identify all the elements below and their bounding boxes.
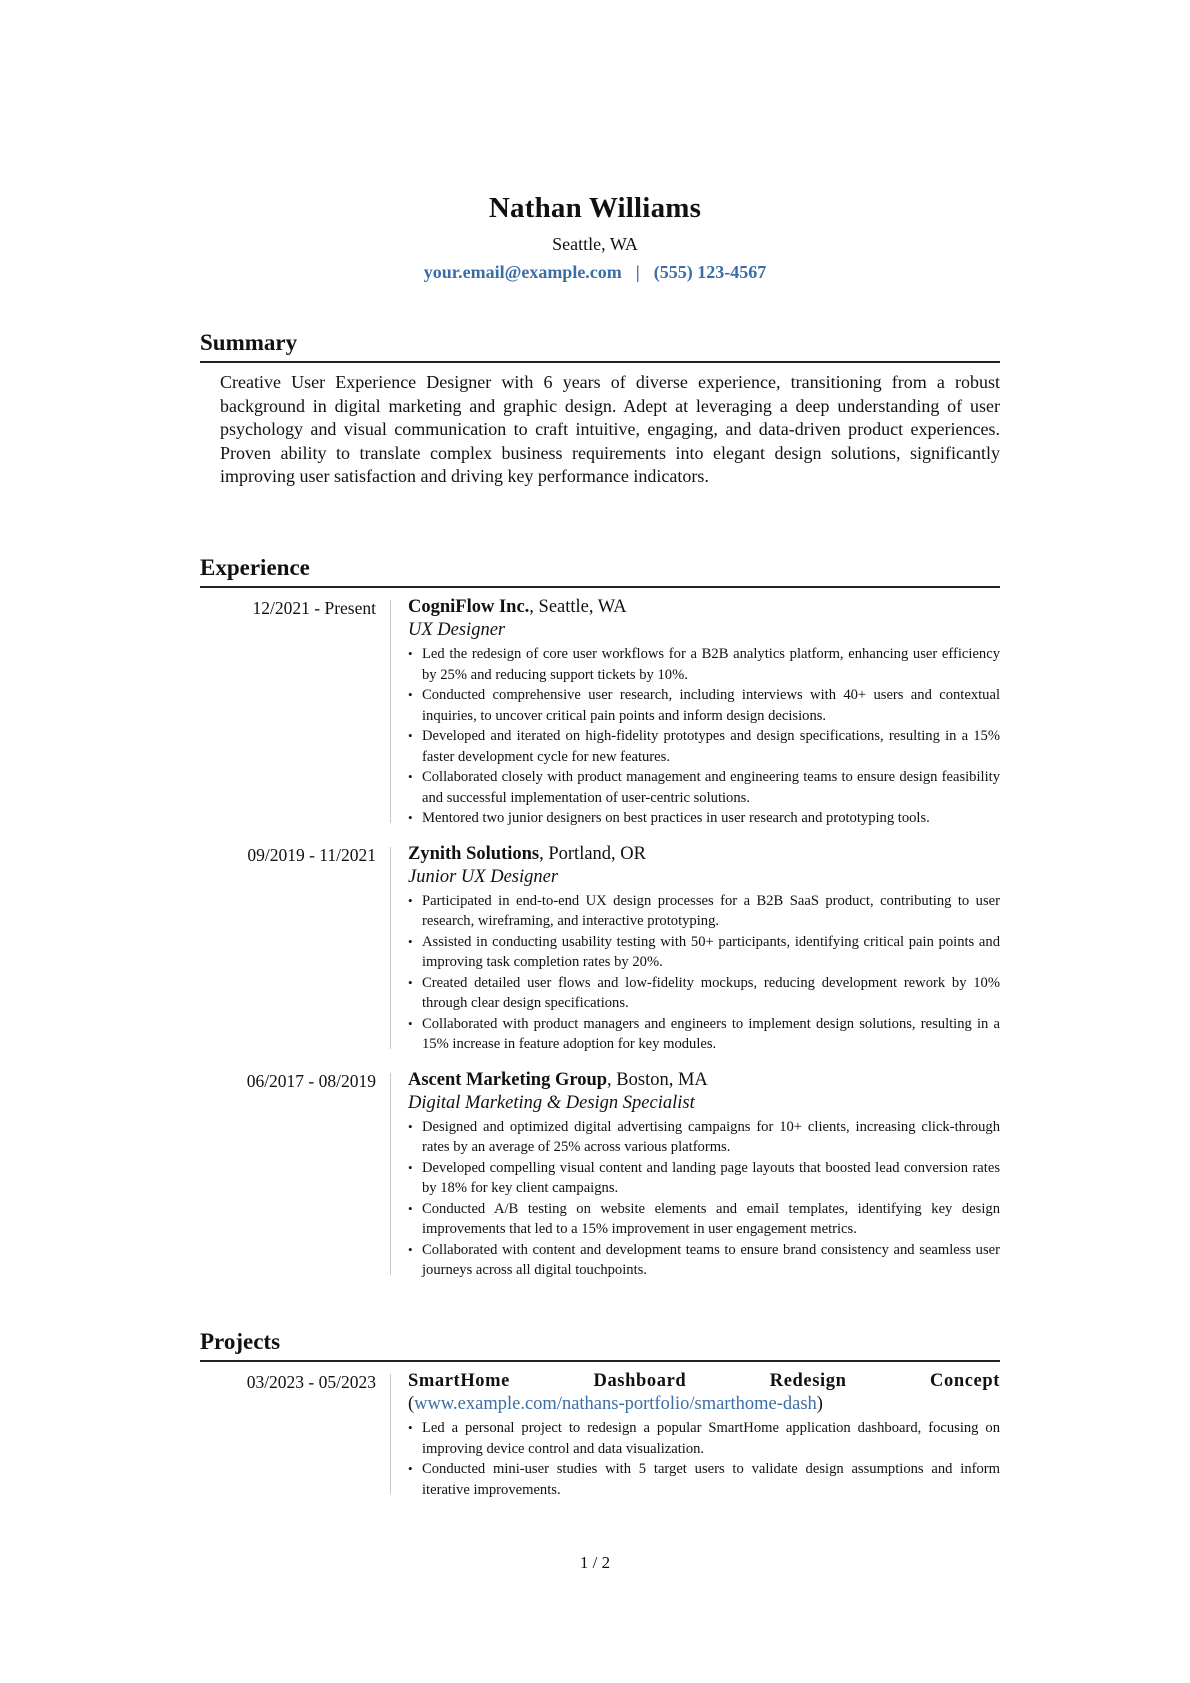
summary-section [200, 328, 1000, 489]
bullet-list [408, 891, 1000, 1055]
bullet-item: • Developed and iterated on high-fidelity prototypes and design specifications, resulting in a 15% faster development cycle for new features. [408, 726, 1000, 767]
timeline-line [390, 1374, 391, 1494]
job-title: Digital Marketing & Design Specialist [408, 1092, 695, 1113]
bullet-item: • Participated in end-to-end UX design processes for a B2B SaaS product, contributing to user research, wireframing, and interactive prototyping. [408, 891, 1000, 932]
job-title: Junior UX Designer [408, 866, 559, 887]
bullet-item: • Led a personal project to redesign a popular SmartHome application dashboard, focusing on improving device control and data visualization. [408, 1418, 1000, 1459]
contact-line [0, 260, 1190, 284]
section-title-experience: Experience [200, 555, 310, 580]
bullet-item: • Collaborated with product managers and engineers to implement design solutions, resulting in a 15% increase in feature adoption for key modules. [408, 1014, 1000, 1055]
timeline-line [390, 600, 391, 823]
link-close-paren: ) [816, 1394, 823, 1414]
project-name: SmartHome Dashboard Redesign Concept [408, 1371, 1000, 1391]
job-title: UX Designer [408, 620, 506, 640]
company-location: , Boston, MA [607, 1069, 708, 1090]
company-location: , Portland, OR [539, 843, 646, 864]
bullet-item: • Developed compelling visual content and landing page layouts that boosted lead conversion rates by 18% for key client campaigns. [408, 1158, 1000, 1199]
experience-entry [200, 596, 1000, 829]
entry-organization [408, 1069, 1000, 1092]
company-location: , Seattle, WA [529, 597, 627, 617]
project-heading [408, 1370, 1000, 1416]
section-divider [200, 586, 1000, 588]
bullet-list [408, 1117, 1000, 1281]
entry-date: 06/2017 - 08/2019 [246, 1070, 376, 1091]
phone-link[interactable]: (555) 123-4567 [653, 262, 767, 282]
company-name: CogniFlow Inc. [408, 597, 530, 617]
bullet-item: • Mentored two junior designers on best practices in user research and prototyping tools. [408, 808, 1000, 829]
page-number: 1 / 2 [579, 1553, 611, 1572]
link-open-paren: ( [408, 1394, 415, 1414]
project-entry [200, 1370, 1000, 1500]
bullet-item: • Assisted in conducting usability testing with 50+ participants, identifying critical pain points and improving task completion rates by 20%. [408, 932, 1000, 973]
experience-entry [200, 1069, 1000, 1281]
bullet-item: • Led the redesign of core user workflows for a B2B analytics platform, enhancing user efficiency by 25% and reducing support tickets by 10%. [408, 644, 1000, 685]
timeline-line [390, 847, 391, 1049]
projects-section [200, 1327, 1000, 1500]
bullet-item: • Created detailed user flows and low-fidelity mockups, reducing development rework by 10% through clear design specifications. [408, 973, 1000, 1014]
summary-text: Creative User Experience Designer with 6 years of diverse experience, transitioning from a robust background in digital marketing and graphic design. Adept at leveraging a deep understanding of user psychology and visual communication to craft intuitive, engaging, and data-driven product experiences. Proven ability to translate complex business requirements into elegant design solutions, significantly improving user satisfaction and driving key performance indicators. [220, 372, 1000, 486]
section-title-summary: Summary [200, 330, 298, 355]
entry-date: 09/2019 - 11/2021 [247, 844, 376, 865]
company-name: Zynith Solutions [408, 843, 540, 864]
email-link[interactable]: your.email@example.com [423, 262, 622, 282]
bullet-item: • Conducted A/B testing on website elements and email templates, identifying key design improvements that led to a 15% improvement in user engagement metrics. [408, 1199, 1000, 1240]
bullet-list [408, 644, 1000, 829]
bullet-item: • Conducted comprehensive user research, including interviews with 40+ users and contextual inquiries, to uncover critical pain points and inform design decisions. [408, 685, 1000, 726]
entry-date: 12/2021 - Present [252, 598, 376, 618]
entry-organization [408, 596, 1000, 619]
bullet-list [408, 1418, 1000, 1500]
experience-section [200, 553, 1000, 1281]
bullet-item: • Collaborated closely with product management and engineering teams to ensure design feasibility and successful implementation of user-centric solutions. [408, 767, 1000, 808]
company-name: Ascent Marketing Group [408, 1069, 608, 1090]
bullet-item: • Designed and optimized digital advertising campaigns for 10+ clients, increasing click-through rates by an average of 25% across various platforms. [408, 1117, 1000, 1158]
bullet-item: • Conducted mini-user studies with 5 target users to validate design assumptions and inform iterative improvements. [408, 1459, 1000, 1500]
section-divider [200, 1360, 1000, 1362]
bullet-item: • Collaborated with content and development teams to ensure brand consistency and seamless user journeys across all digital touchpoints. [408, 1240, 1000, 1281]
project-link[interactable]: www.example.com/nathans-portfolio/smarthome-dash [414, 1394, 817, 1414]
person-name: Nathan Williams [488, 192, 702, 224]
contact-separator: | [635, 262, 640, 282]
person-location: Seattle, WA [552, 234, 638, 254]
section-title-projects: Projects [200, 1329, 281, 1354]
section-divider [200, 361, 1000, 363]
entry-organization [408, 843, 1000, 866]
experience-entry [200, 843, 1000, 1055]
entry-date: 03/2023 - 05/2023 [246, 1372, 376, 1392]
timeline-line [390, 1073, 391, 1275]
resume-header [0, 190, 1190, 284]
